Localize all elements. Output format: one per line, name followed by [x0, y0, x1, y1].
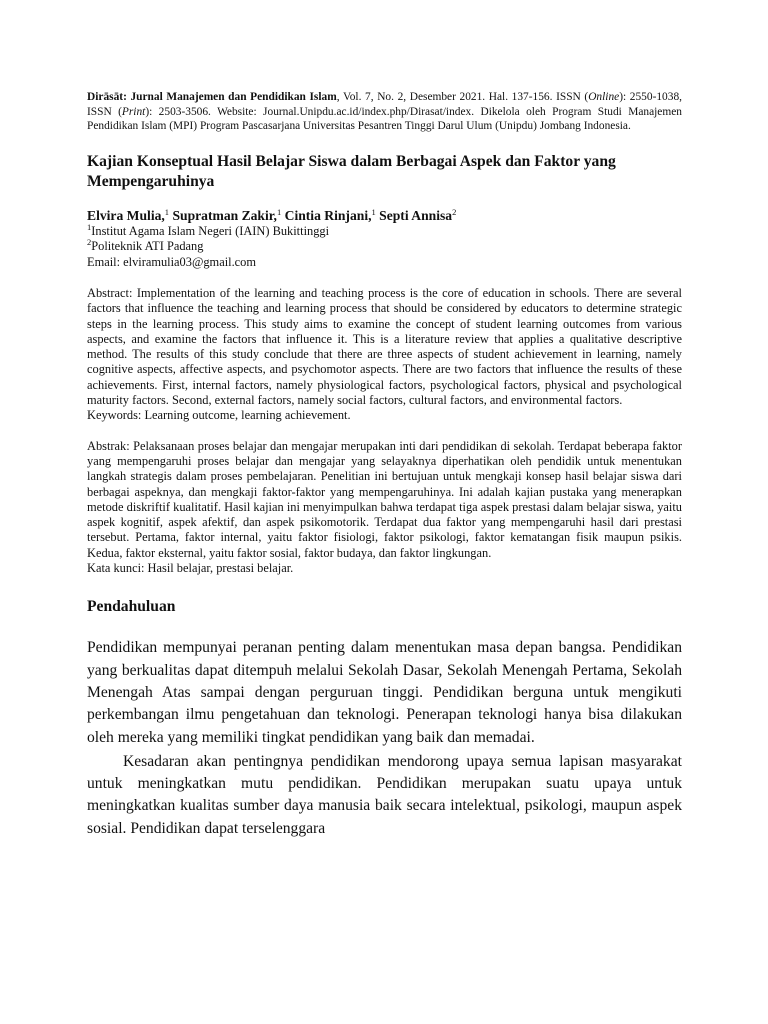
keywords-indonesian: Kata kunci: Hasil belajar, prestasi belajar.	[87, 561, 294, 576]
article-title: Kajian Konseptual Hasil Belajar Siswa dalam Berbagai Aspek dan Faktor yang Mempengaruhinya	[87, 152, 616, 190]
affiliation	[87, 221, 682, 240]
journal-header	[87, 0, 682, 134]
affiliation-text: Institut Agama Islam Negeri (IAIN) Bukittinggi	[91, 223, 330, 238]
abstract-indonesian: Abstrak: Pelaksanaan proses belajar dan mengajar merupakan inti dari pendidikan di sekolah. Terdapat beberapa faktor yang mempengaruhi proses belajar dan mengajar yang selayaknya diperhatikan oleh pendidik untuk menentukan langkah strategis dalam proses pembelajaran. Penelitian ini bertujuan untuk mengkaji konsep hasil belajar siswa dari berbagai aspeknya, dan mengkaji faktor-faktor yang mempengaruhinya. Ini adalah kajian pustaka yang menerapkan metode diskriftif kualitatif. Hasil kajian ini menyimpulkan bahwa terdapat tiga aspek prestasi dalam belajar siswa, yaitu aspek kognitif, aspek afektif, dan aspek psikomotorik. Terdapat dua faktor yang mempengaruhi hasil dari prestasi tersebut. Pertama, faktor internal, yaitu faktor fisiologi, faktor psikologi, faktor kematangan fisik maupun psikis. Kedua, faktor eksternal, yaitu faktor sosial, faktor budaya, dan faktor lingkungan.	[87, 438, 682, 560]
journal-name: Dirāsāt: Jurnal Manajemen dan Pendidikan Islam	[87, 91, 337, 103]
affiliation-text: Politeknik ATI Padang	[91, 239, 204, 253]
journal-info-2: ): 2550-1038, ISSN (	[87, 91, 682, 118]
author-email: Email: elviramulia03@gmail.com	[87, 254, 257, 269]
issn-print-label: Print	[121, 105, 146, 118]
author-name: Elvira Mulia,	[87, 207, 165, 223]
affiliation	[87, 239, 682, 255]
author-affiliation-mark: 2	[452, 206, 457, 217]
author-name: Supratman Zakir,	[172, 207, 277, 223]
author-list	[87, 208, 682, 224]
author-affiliation-mark: 1	[371, 206, 376, 217]
journal-info-1: , Vol. 7, No. 2, Desember 2021. Hal. 137-156. ISSN (	[336, 91, 589, 103]
author-name: Septi Annisa	[379, 207, 453, 223]
affiliation-mark: 2	[87, 237, 92, 247]
affiliation-mark: 1	[87, 221, 92, 232]
author-name: Cintia Rinjani,	[284, 207, 372, 223]
author-affiliation-mark: 1	[164, 206, 170, 217]
section-heading: Pendahuluan	[87, 598, 176, 616]
abstract-english: Abstract: Implementation of the learning and teaching process is the core of education in schools. There are several factors that influence the teaching and learning process that should be considered by educators to determine strategic steps in the learning process. This study aims to examine the concept of student learning outcomes from various aspects, and examine the factors that influence it. This is a literature review that applies a qualitative descriptive method. The results of this study conclude that there are three aspects of student achievement in learning, namely cognitive aspects, affective aspects, and psychomotor aspects. There are two factors that influence the results of these achievements. First, internal factors, namely physiological factors, psychological factors, physical and psychological maturity factors. Second, external factors, namely social factors, cultural factors, and environmental factors.	[87, 286, 682, 408]
keywords-english: Keywords: Learning outcome, learning achievement.	[87, 408, 351, 423]
body-paragraph: Kesadaran akan pentingnya pendidikan mendorong upaya semua lapisan masyarakat untuk meningkatkan mutu pendidikan. Pendidikan merupakan suatu upaya untuk meningkatkan kualitas sumber daya manusia baik secara intelektual, psikologi, maupun aspek sosial. Pendidikan dapat terselenggara	[87, 752, 682, 837]
journal-info-3: ): 2503-3506. Website: Journal.Unipdu.ac.id/index.php/Dirasat/index. Dikelola oleh Program Studi Manajemen Pendidikan Islam (MPI) Program Pascasarjana Universitas Pesantren Tinggi Darul Ulum (Unipdu) Jombang Indonesia.	[87, 105, 682, 132]
body-paragraph: Pendidikan mempunyai peranan penting dalam menentukan masa depan bangsa. Pendidikan yang berkualitas dapat ditempuh melalui Sekolah Dasar, Sekolah Menengah Pertama, Sekolah Menengah Atas sampai dengan perguruan tinggi. Pendidikan berguna untuk mengikuti perkembangan ilmu pengetahuan dan teknologi. Penerapan teknologi hanya bisa dilakukan oleh mereka yang memiliki tingkat pendidikan yang baik dan memadai.	[87, 639, 682, 746]
issn-online-label: Online	[588, 91, 620, 103]
author-affiliation-mark: 1	[276, 206, 282, 217]
